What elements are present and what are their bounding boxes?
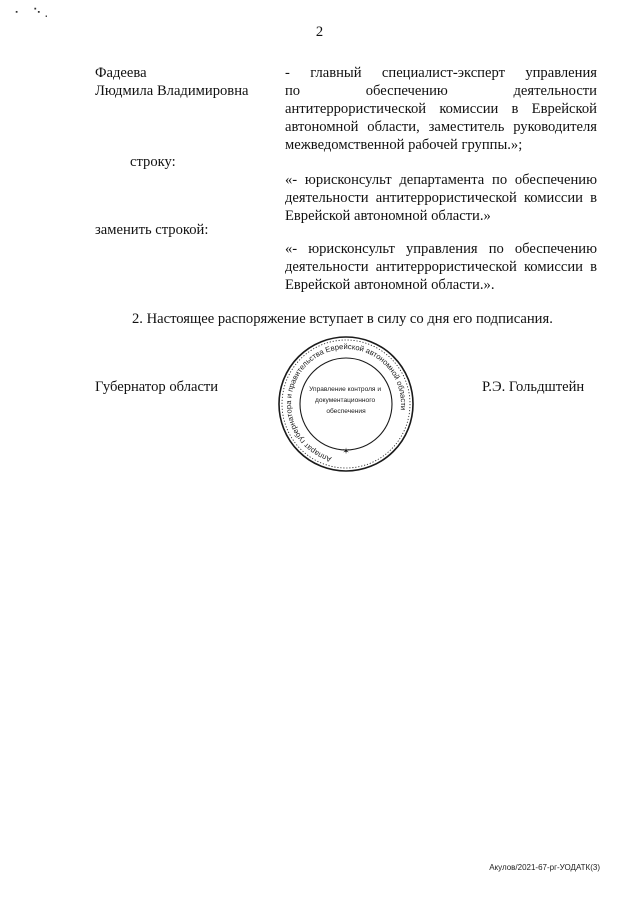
old-line-row: деятельности антитеррористической комиссии в [285,190,597,206]
seal-inner-line: обеспечения [326,408,366,415]
scan-marks: ⠂ ⠑. [14,6,52,20]
official-seal [276,334,416,474]
new-line-row: Еврейской автономной области.». [285,277,495,293]
page-number: 2 [315,24,324,40]
signature-name: Р.Э. Гольдштейн [482,379,585,395]
document-code: Акулов/2021-67-рг-УОДАТК(3) [489,863,600,872]
member-role-line: межведомственной рабочей группы.»; [285,137,523,153]
seal-inner-line: документационного [315,397,376,404]
line-label-new: заменить строкой: [95,222,209,238]
member-surname: Фадеева [95,65,147,81]
line-label-old: строку: [130,154,176,170]
old-line-text [285,171,597,225]
seal-outer-text: Аппарат губернатора и правительства Еврейской автономной области [283,341,409,464]
member-role-line: - главный специалист-эксперт управления [285,65,597,81]
new-line-text [285,240,597,294]
seal-inner-line: Управление контроля и [309,386,382,393]
new-line-row: деятельности антитеррористической комиссии в [285,259,597,275]
member-role [285,64,597,154]
member-given-names: Людмила Владимировна [95,83,249,99]
old-line-row: Еврейской автономной области.» [285,208,491,224]
seal-inner-ring [300,358,392,450]
seal-star-icon: ✶ [342,447,350,457]
member-role-line: по обеспечению деятельности [285,83,597,99]
clause-2: 2. Настоящее распоряжение вступает в силу со дня его подписания. [132,311,553,327]
member-role-line: антитеррористической комиссии в Еврейской [285,101,597,117]
member-role-line: автономной области, заместитель руководителя [285,119,597,135]
old-line-row: «- юрисконсульт департамента по обеспечению [285,172,597,188]
new-line-row: «- юрисконсульт управления по обеспечению [285,241,597,257]
seal-inner-text [309,386,383,415]
signature-position: Губернатор области [95,379,219,395]
